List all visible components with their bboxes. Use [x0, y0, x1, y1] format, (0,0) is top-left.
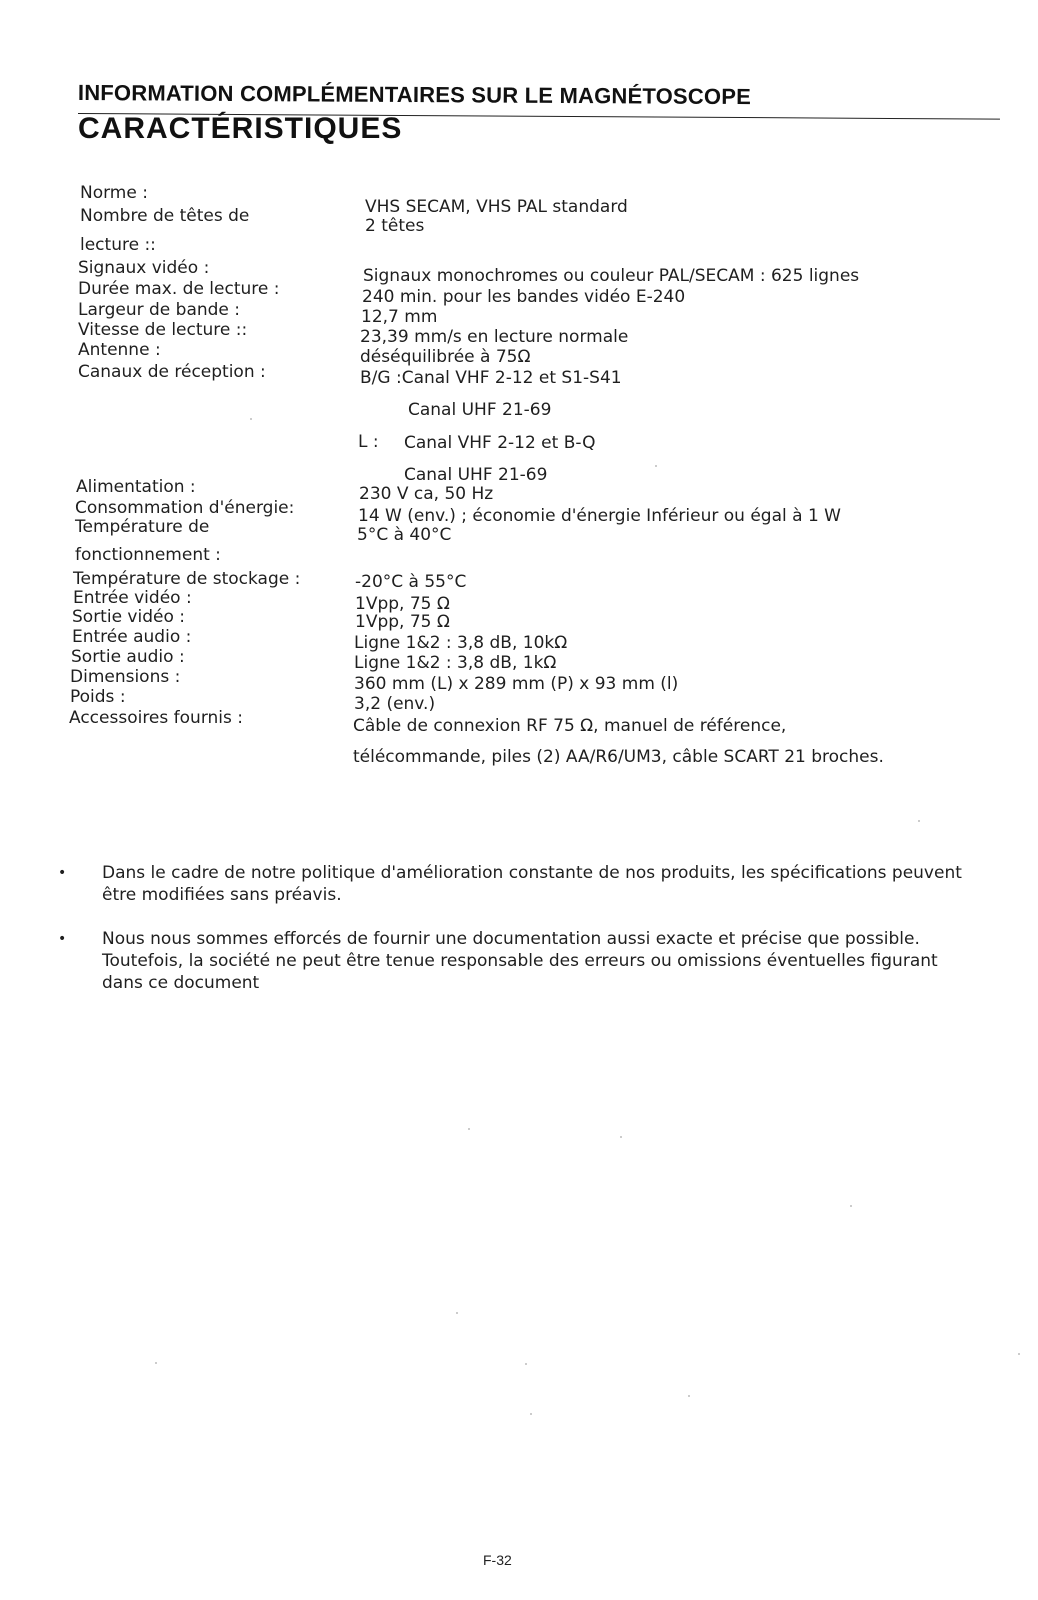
page-number: F-32: [483, 1552, 512, 1568]
spec-value-norme: VHS SECAM, VHS PAL standard: [365, 197, 628, 217]
spec-label-dimensions: Dimensions :: [70, 667, 181, 687]
spec-label-duree: Durée max. de lecture :: [78, 279, 280, 299]
spec-value-accessoires: Câble de connexion RF 75 Ω, manuel de référence,: [353, 716, 787, 736]
scan-speck: [155, 1362, 157, 1364]
scan-speck: [918, 820, 920, 822]
spec-label-antenne: Antenne :: [78, 340, 161, 360]
spec-label-sortie-video: Sortie vidéo :: [72, 607, 185, 627]
spec-label-tetes-cont: lecture ::: [80, 235, 156, 255]
page-title: CARACTÉRISTIQUES: [78, 112, 403, 145]
spec-value-dimensions: 360 mm (L) x 289 mm (P) x 93 mm (l): [354, 674, 679, 694]
spec-label-alimentation: Alimentation :: [76, 477, 196, 497]
bullet-icon: •: [58, 865, 67, 881]
spec-label-vitesse: Vitesse de lecture ::: [78, 320, 248, 340]
spec-value-duree: 240 min. pour les bandes vidéo E-240: [362, 287, 686, 307]
spec-label-tetes: Nombre de têtes de: [80, 206, 250, 226]
spec-value-temp-stock: -20°C à 55°C: [355, 572, 467, 592]
scan-speck: [456, 1312, 458, 1314]
spec-label-largeur: Largeur de bande :: [78, 300, 241, 320]
spec-value-alimentation: 230 V ca, 50 Hz: [359, 484, 494, 504]
spec-label-norme: Norme :: [80, 183, 148, 203]
scan-speck: [655, 465, 657, 467]
spec-value-sortie-video: 1Vpp, 75 Ω: [355, 612, 450, 632]
spec-label-accessoires: Accessoires fournis :: [69, 708, 243, 728]
note-text: Dans le cadre de notre politique d'amélioration constante de nos produits, les spécifications peuvent être modifiées sans préavis.: [102, 863, 962, 905]
spec-label-consommation: Consommation d'énergie:: [75, 498, 295, 518]
spec-value-consommation: 14 W (env.) ; économie d'énergie Inférieur ou égal à 1 W: [358, 506, 841, 526]
scan-speck: [1018, 1353, 1020, 1355]
note-text: Nous nous sommes efforcés de fournir une documentation aussi exacte et précise que possible. Toutefois, la société ne peut être tenue responsable des erreurs ou omissions éventuelles figurant dans ce document: [102, 929, 938, 993]
spec-value-entree-video: 1Vpp, 75 Ω: [355, 594, 450, 614]
scan-speck: [250, 418, 252, 420]
spec-label-sortie-audio: Sortie audio :: [71, 647, 185, 667]
spec-label-entree-audio: Entrée audio :: [72, 627, 192, 647]
spec-label-canaux: Canaux de réception :: [78, 362, 266, 382]
scan-speck: [530, 1413, 532, 1415]
spec-value-canaux: B/G :Canal VHF 2-12 et S1-S41: [360, 368, 622, 388]
spec-value-sortie-audio: Ligne 1&2 : 3,8 dB, 1kΩ: [354, 653, 557, 673]
spec-value-poids: 3,2 (env.): [354, 694, 436, 714]
spec-label-temp-stock: Température de stockage :: [73, 569, 301, 589]
scan-speck: [468, 1128, 470, 1130]
spec-value-canaux-line2: Canal UHF 21-69: [408, 400, 552, 420]
spec-label-signaux: Signaux vidéo :: [78, 258, 210, 278]
spec-value-temp-fonct: 5°C à 40°C: [357, 525, 452, 545]
scan-speck: [850, 1205, 852, 1207]
spec-label-poids: Poids :: [70, 687, 126, 707]
spec-value-antenne: déséquilibrée à 75Ω: [360, 347, 531, 367]
section-title: INFORMATION COMPLÉMENTAIRES SUR LE MAGNÉTOSCOPE: [77, 80, 752, 110]
spec-label-temp-fonct-cont: fonctionnement :: [75, 545, 221, 565]
spec-value-vitesse: 23,39 mm/s en lecture normale: [360, 327, 629, 347]
spec-value-canaux-line3: Canal VHF 2-12 et B-Q: [404, 433, 596, 453]
spec-value-canaux-prefix: L :: [358, 432, 379, 452]
spec-value-accessoires-cont: télécommande, piles (2) AA/R6/UM3, câble SCART 21 broches.: [353, 747, 884, 767]
scan-speck: [620, 1136, 622, 1138]
scan-speck: [688, 1395, 690, 1397]
spec-label-entree-video: Entrée vidéo :: [73, 588, 192, 608]
bullet-icon: •: [58, 931, 67, 947]
spec-label-temp-fonct: Température de: [75, 517, 210, 537]
spec-value-tetes: 2 têtes: [365, 216, 425, 236]
scan-speck: [525, 1363, 527, 1365]
spec-value-largeur: 12,7 mm: [361, 307, 438, 327]
spec-value-entree-audio: Ligne 1&2 : 3,8 dB, 10kΩ: [354, 633, 568, 653]
spec-value-signaux: Signaux monochromes ou couleur PAL/SECAM : 625 lignes: [363, 266, 860, 286]
spec-value-canaux-line4: Canal UHF 21-69: [404, 465, 548, 485]
